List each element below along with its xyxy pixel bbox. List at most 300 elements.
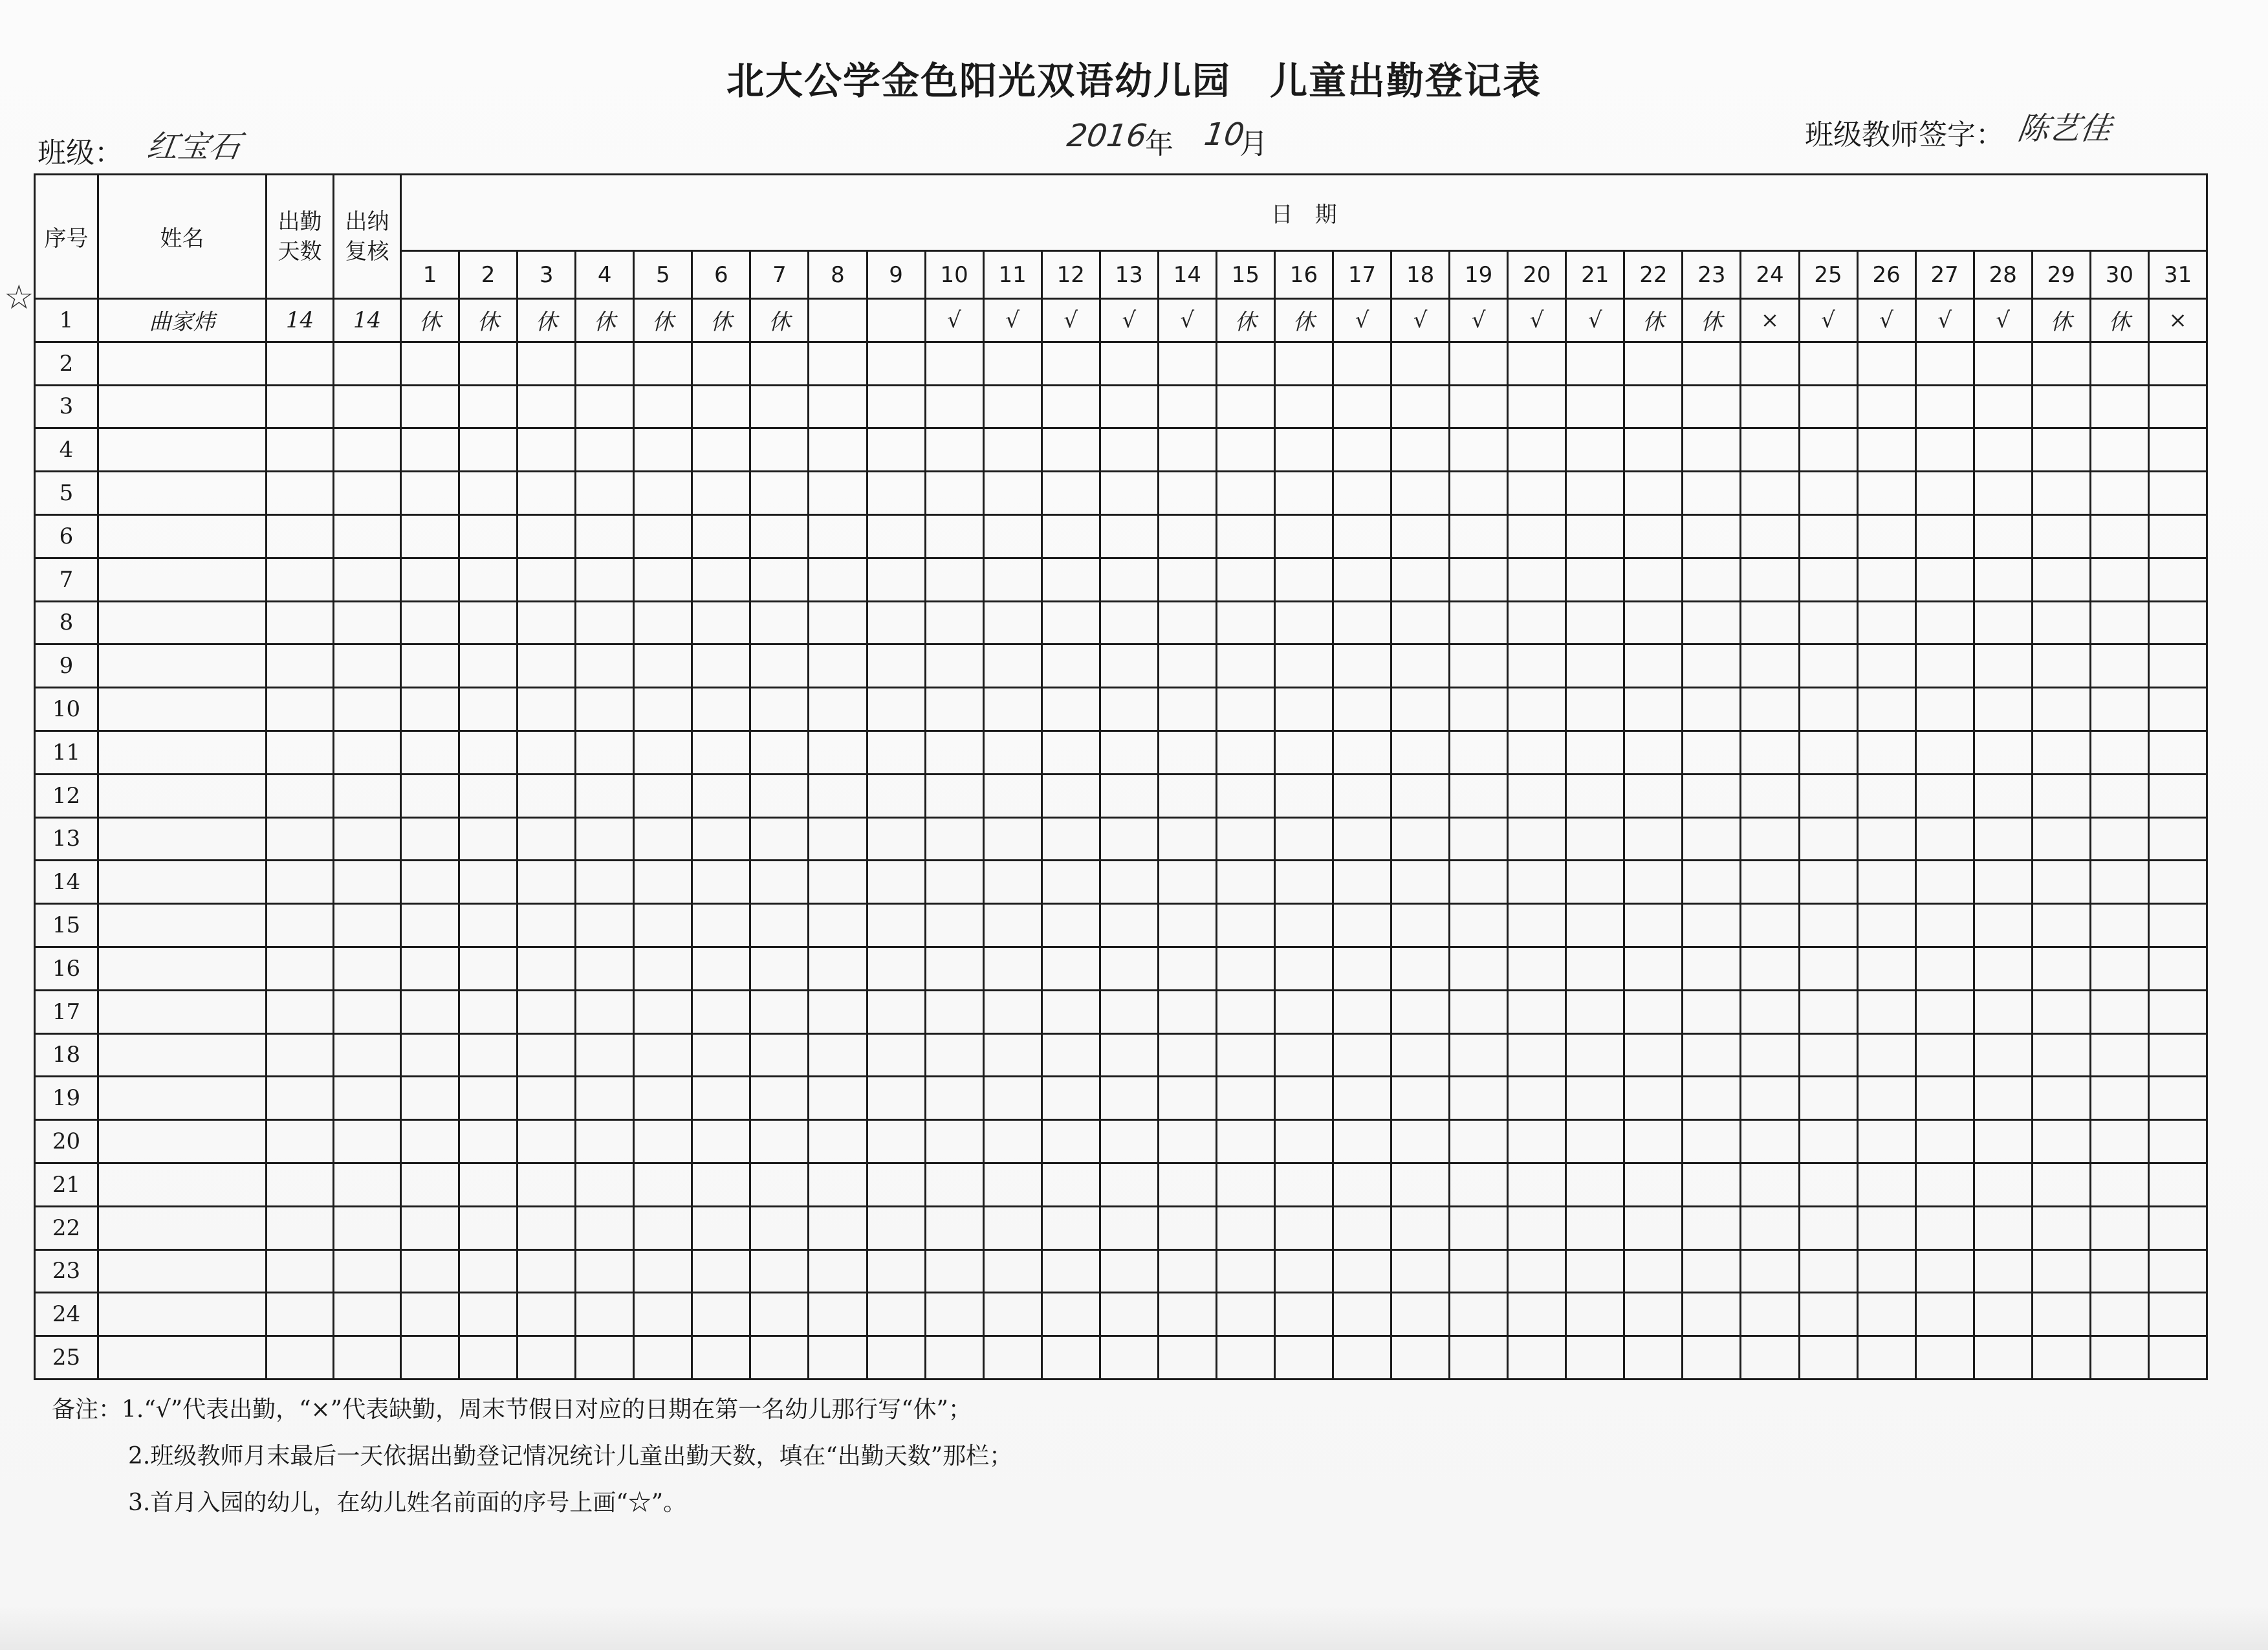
day-mark-cell[interactable] <box>1857 904 1915 947</box>
day-mark-cell[interactable] <box>2148 385 2207 428</box>
day-mark-cell[interactable] <box>1041 428 1100 472</box>
review-cell[interactable] <box>334 558 401 601</box>
day-mark-cell[interactable] <box>1915 1033 1974 1077</box>
day-mark-cell[interactable] <box>1857 774 1915 817</box>
day-mark-cell[interactable] <box>1333 731 1391 774</box>
day-mark-cell[interactable] <box>459 1033 518 1077</box>
day-mark-cell[interactable] <box>1624 1293 1683 1336</box>
day-mark-cell[interactable] <box>1274 1293 1333 1336</box>
day-mark-cell[interactable] <box>1624 644 1683 688</box>
day-mark-cell[interactable] <box>1333 1077 1391 1120</box>
day-mark-cell[interactable] <box>1974 817 2032 861</box>
day-mark-cell[interactable]: 休 <box>750 299 809 342</box>
day-mark-cell[interactable] <box>1158 342 1216 385</box>
day-mark-cell[interactable] <box>809 428 867 472</box>
day-mark-cell[interactable] <box>2148 472 2207 515</box>
day-mark-cell[interactable] <box>1100 428 1158 472</box>
day-mark-cell[interactable] <box>1508 990 1566 1033</box>
day-mark-cell[interactable] <box>1915 1163 1974 1206</box>
day-mark-cell[interactable] <box>459 1163 518 1206</box>
day-mark-cell[interactable] <box>1450 385 1508 428</box>
day-mark-cell[interactable] <box>809 731 867 774</box>
day-mark-cell[interactable] <box>1216 1206 1274 1249</box>
day-mark-cell[interactable] <box>692 514 750 558</box>
day-mark-cell[interactable] <box>750 1120 809 1163</box>
day-mark-cell[interactable] <box>983 1336 1041 1380</box>
day-mark-cell[interactable] <box>459 817 518 861</box>
day-mark-cell[interactable] <box>2148 947 2207 990</box>
day-mark-cell[interactable] <box>1274 990 1333 1033</box>
day-mark-cell[interactable] <box>983 342 1041 385</box>
day-mark-cell[interactable] <box>1041 731 1100 774</box>
day-mark-cell[interactable] <box>867 1033 925 1077</box>
attendance-days-cell[interactable] <box>267 1077 334 1120</box>
day-mark-cell[interactable] <box>1566 1336 1624 1380</box>
attendance-days-cell[interactable] <box>267 861 334 904</box>
day-mark-cell[interactable] <box>1158 904 1216 947</box>
day-mark-cell[interactable] <box>1274 1336 1333 1380</box>
day-mark-cell[interactable] <box>2032 1249 2090 1293</box>
day-mark-cell[interactable] <box>518 731 576 774</box>
day-mark-cell[interactable] <box>1450 947 1508 990</box>
day-mark-cell[interactable] <box>1566 990 1624 1033</box>
day-mark-cell[interactable] <box>983 1293 1041 1336</box>
day-mark-cell[interactable] <box>2090 817 2148 861</box>
attendance-days-cell[interactable] <box>267 601 334 644</box>
day-mark-cell[interactable] <box>1741 1163 1799 1206</box>
day-mark-cell[interactable] <box>1974 385 2032 428</box>
day-mark-cell[interactable] <box>401 385 459 428</box>
attendance-days-cell[interactable] <box>267 1336 334 1380</box>
day-mark-cell[interactable] <box>983 861 1041 904</box>
day-mark-cell[interactable] <box>692 904 750 947</box>
day-mark-cell[interactable] <box>1450 688 1508 731</box>
day-mark-cell[interactable] <box>1100 342 1158 385</box>
review-cell[interactable] <box>334 904 401 947</box>
day-mark-cell[interactable] <box>1158 601 1216 644</box>
attendance-days-cell[interactable] <box>267 514 334 558</box>
day-mark-cell[interactable] <box>1216 514 1274 558</box>
day-mark-cell[interactable] <box>983 1077 1041 1120</box>
day-mark-cell[interactable] <box>2032 644 2090 688</box>
day-mark-cell[interactable] <box>1100 1336 1158 1380</box>
day-mark-cell[interactable] <box>634 385 692 428</box>
day-mark-cell[interactable] <box>925 1120 983 1163</box>
day-mark-cell[interactable] <box>1915 514 1974 558</box>
day-mark-cell[interactable] <box>1857 1293 1915 1336</box>
day-mark-cell[interactable] <box>518 1336 576 1380</box>
day-mark-cell[interactable] <box>401 774 459 817</box>
day-mark-cell[interactable] <box>1741 688 1799 731</box>
day-mark-cell[interactable] <box>1216 861 1274 904</box>
day-mark-cell[interactable] <box>1741 514 1799 558</box>
day-mark-cell[interactable] <box>518 342 576 385</box>
day-mark-cell[interactable] <box>401 472 459 515</box>
day-mark-cell[interactable] <box>2148 774 2207 817</box>
day-mark-cell[interactable] <box>2148 601 2207 644</box>
child-name-cell[interactable] <box>98 342 267 385</box>
day-mark-cell[interactable] <box>1857 861 1915 904</box>
day-mark-cell[interactable]: 休 <box>2090 299 2148 342</box>
day-mark-cell[interactable] <box>1799 731 1857 774</box>
day-mark-cell[interactable] <box>1158 1336 1216 1380</box>
review-cell[interactable] <box>334 1293 401 1336</box>
day-mark-cell[interactable] <box>867 558 925 601</box>
day-mark-cell[interactable] <box>1333 428 1391 472</box>
day-mark-cell[interactable] <box>2032 817 2090 861</box>
day-mark-cell[interactable] <box>867 385 925 428</box>
day-mark-cell[interactable] <box>2032 990 2090 1033</box>
day-mark-cell[interactable] <box>867 861 925 904</box>
day-mark-cell[interactable] <box>692 947 750 990</box>
day-mark-cell[interactable] <box>2032 861 2090 904</box>
day-mark-cell[interactable] <box>518 1206 576 1249</box>
day-mark-cell[interactable] <box>1741 731 1799 774</box>
day-mark-cell[interactable] <box>2090 904 2148 947</box>
day-mark-cell[interactable] <box>1799 990 1857 1033</box>
attendance-days-cell[interactable] <box>267 904 334 947</box>
day-mark-cell[interactable] <box>518 990 576 1033</box>
day-mark-cell[interactable] <box>1450 428 1508 472</box>
child-name-cell[interactable] <box>98 1077 267 1120</box>
day-mark-cell[interactable] <box>576 861 634 904</box>
day-mark-cell[interactable] <box>1100 644 1158 688</box>
day-mark-cell[interactable] <box>2090 385 2148 428</box>
attendance-days-cell[interactable] <box>267 947 334 990</box>
day-mark-cell[interactable] <box>1041 472 1100 515</box>
day-mark-cell[interactable] <box>1158 428 1216 472</box>
day-mark-cell[interactable] <box>518 1033 576 1077</box>
day-mark-cell[interactable] <box>1741 1206 1799 1249</box>
day-mark-cell[interactable] <box>1683 1163 1741 1206</box>
day-mark-cell[interactable] <box>1624 731 1683 774</box>
day-mark-cell[interactable] <box>867 342 925 385</box>
day-mark-cell[interactable] <box>809 817 867 861</box>
day-mark-cell[interactable] <box>2032 472 2090 515</box>
child-name-cell[interactable] <box>98 774 267 817</box>
day-mark-cell[interactable] <box>2148 514 2207 558</box>
day-mark-cell[interactable] <box>2032 1033 2090 1077</box>
day-mark-cell[interactable] <box>2090 1293 2148 1336</box>
day-mark-cell[interactable] <box>518 861 576 904</box>
day-mark-cell[interactable] <box>518 774 576 817</box>
day-mark-cell[interactable] <box>1100 601 1158 644</box>
day-mark-cell[interactable]: √ <box>1857 299 1915 342</box>
day-mark-cell[interactable] <box>1566 817 1624 861</box>
day-mark-cell[interactable] <box>1158 1120 1216 1163</box>
day-mark-cell[interactable] <box>1450 990 1508 1033</box>
day-mark-cell[interactable] <box>576 514 634 558</box>
day-mark-cell[interactable] <box>1974 1077 2032 1120</box>
day-mark-cell[interactable] <box>1391 1206 1450 1249</box>
day-mark-cell[interactable] <box>1566 385 1624 428</box>
day-mark-cell[interactable] <box>1915 644 1974 688</box>
day-mark-cell[interactable] <box>1158 1077 1216 1120</box>
day-mark-cell[interactable] <box>459 1336 518 1380</box>
day-mark-cell[interactable] <box>459 428 518 472</box>
child-name-cell[interactable] <box>98 1206 267 1249</box>
day-mark-cell[interactable] <box>1974 904 2032 947</box>
day-mark-cell[interactable] <box>1566 731 1624 774</box>
day-mark-cell[interactable] <box>1333 342 1391 385</box>
child-name-cell[interactable] <box>98 644 267 688</box>
day-mark-cell[interactable] <box>2148 1293 2207 1336</box>
day-mark-cell[interactable] <box>925 817 983 861</box>
day-mark-cell[interactable] <box>809 299 867 342</box>
day-mark-cell[interactable] <box>1041 342 1100 385</box>
day-mark-cell[interactable] <box>983 1206 1041 1249</box>
day-mark-cell[interactable] <box>1274 558 1333 601</box>
day-mark-cell[interactable] <box>1741 990 1799 1033</box>
day-mark-cell[interactable] <box>401 731 459 774</box>
day-mark-cell[interactable] <box>1041 990 1100 1033</box>
day-mark-cell[interactable] <box>867 1293 925 1336</box>
day-mark-cell[interactable] <box>1391 947 1450 990</box>
attendance-days-cell[interactable] <box>267 688 334 731</box>
day-mark-cell[interactable] <box>1741 385 1799 428</box>
day-mark-cell[interactable] <box>518 947 576 990</box>
day-mark-cell[interactable] <box>1974 1033 2032 1077</box>
day-mark-cell[interactable]: √ <box>1974 299 2032 342</box>
day-mark-cell[interactable] <box>1450 861 1508 904</box>
day-mark-cell[interactable] <box>634 1336 692 1380</box>
day-mark-cell[interactable] <box>1624 904 1683 947</box>
day-mark-cell[interactable] <box>1974 342 2032 385</box>
day-mark-cell[interactable] <box>2148 904 2207 947</box>
day-mark-cell[interactable] <box>1915 774 1974 817</box>
day-mark-cell[interactable] <box>1799 1163 1857 1206</box>
day-mark-cell[interactable] <box>1508 342 1566 385</box>
day-mark-cell[interactable] <box>750 342 809 385</box>
day-mark-cell[interactable] <box>925 904 983 947</box>
day-mark-cell[interactable]: × <box>1741 299 1799 342</box>
day-mark-cell[interactable] <box>1333 1249 1391 1293</box>
day-mark-cell[interactable] <box>1158 1293 1216 1336</box>
day-mark-cell[interactable] <box>1566 1163 1624 1206</box>
day-mark-cell[interactable] <box>2032 688 2090 731</box>
day-mark-cell[interactable] <box>401 817 459 861</box>
attendance-days-cell[interactable] <box>267 385 334 428</box>
day-mark-cell[interactable] <box>692 1249 750 1293</box>
day-mark-cell[interactable] <box>401 428 459 472</box>
day-mark-cell[interactable] <box>2032 947 2090 990</box>
day-mark-cell[interactable] <box>1158 688 1216 731</box>
day-mark-cell[interactable] <box>2090 1163 2148 1206</box>
day-mark-cell[interactable] <box>1915 601 1974 644</box>
day-mark-cell[interactable] <box>750 644 809 688</box>
day-mark-cell[interactable] <box>1974 947 2032 990</box>
review-cell[interactable] <box>334 472 401 515</box>
day-mark-cell[interactable] <box>1741 342 1799 385</box>
day-mark-cell[interactable] <box>401 904 459 947</box>
day-mark-cell[interactable] <box>1216 731 1274 774</box>
day-mark-cell[interactable] <box>1274 342 1333 385</box>
day-mark-cell[interactable] <box>1974 774 2032 817</box>
day-mark-cell[interactable] <box>1741 1033 1799 1077</box>
day-mark-cell[interactable] <box>750 558 809 601</box>
day-mark-cell[interactable] <box>1857 1033 1915 1077</box>
day-mark-cell[interactable] <box>576 1249 634 1293</box>
child-name-cell[interactable] <box>98 731 267 774</box>
day-mark-cell[interactable]: 休 <box>692 299 750 342</box>
review-cell[interactable] <box>334 1249 401 1293</box>
day-mark-cell[interactable] <box>518 428 576 472</box>
day-mark-cell[interactable] <box>459 1206 518 1249</box>
day-mark-cell[interactable] <box>1333 385 1391 428</box>
review-cell[interactable] <box>334 947 401 990</box>
day-mark-cell[interactable] <box>983 817 1041 861</box>
day-mark-cell[interactable] <box>1391 731 1450 774</box>
day-mark-cell[interactable] <box>459 342 518 385</box>
day-mark-cell[interactable] <box>983 385 1041 428</box>
day-mark-cell[interactable] <box>634 904 692 947</box>
day-mark-cell[interactable]: 休 <box>1624 299 1683 342</box>
day-mark-cell[interactable] <box>1391 1336 1450 1380</box>
day-mark-cell[interactable] <box>1683 688 1741 731</box>
day-mark-cell[interactable] <box>1450 1206 1508 1249</box>
day-mark-cell[interactable] <box>2090 774 2148 817</box>
day-mark-cell[interactable] <box>1333 514 1391 558</box>
day-mark-cell[interactable] <box>2148 817 2207 861</box>
day-mark-cell[interactable] <box>1857 428 1915 472</box>
day-mark-cell[interactable] <box>1683 1120 1741 1163</box>
day-mark-cell[interactable] <box>576 342 634 385</box>
day-mark-cell[interactable] <box>1857 1163 1915 1206</box>
day-mark-cell[interactable]: √ <box>1508 299 1566 342</box>
day-mark-cell[interactable] <box>401 947 459 990</box>
day-mark-cell[interactable] <box>1508 428 1566 472</box>
day-mark-cell[interactable] <box>1158 1206 1216 1249</box>
day-mark-cell[interactable] <box>1566 472 1624 515</box>
day-mark-cell[interactable] <box>983 947 1041 990</box>
attendance-days-cell[interactable] <box>267 1206 334 1249</box>
day-mark-cell[interactable] <box>401 1163 459 1206</box>
review-cell[interactable] <box>334 342 401 385</box>
day-mark-cell[interactable] <box>518 904 576 947</box>
day-mark-cell[interactable] <box>1915 817 1974 861</box>
day-mark-cell[interactable] <box>1041 601 1100 644</box>
day-mark-cell[interactable] <box>518 514 576 558</box>
day-mark-cell[interactable] <box>1333 688 1391 731</box>
day-mark-cell[interactable] <box>576 1336 634 1380</box>
day-mark-cell[interactable] <box>401 688 459 731</box>
attendance-days-cell[interactable] <box>267 342 334 385</box>
day-mark-cell[interactable] <box>1683 342 1741 385</box>
day-mark-cell[interactable] <box>1683 731 1741 774</box>
day-mark-cell[interactable] <box>1158 774 1216 817</box>
day-mark-cell[interactable] <box>2032 904 2090 947</box>
day-mark-cell[interactable] <box>1100 731 1158 774</box>
day-mark-cell[interactable] <box>809 1249 867 1293</box>
day-mark-cell[interactable] <box>1799 774 1857 817</box>
day-mark-cell[interactable] <box>2032 774 2090 817</box>
day-mark-cell[interactable] <box>1041 1249 1100 1293</box>
day-mark-cell[interactable] <box>1683 644 1741 688</box>
day-mark-cell[interactable] <box>1508 558 1566 601</box>
day-mark-cell[interactable] <box>2090 947 2148 990</box>
day-mark-cell[interactable] <box>1683 774 1741 817</box>
day-mark-cell[interactable] <box>1624 472 1683 515</box>
day-mark-cell[interactable] <box>1100 817 1158 861</box>
day-mark-cell[interactable] <box>1974 990 2032 1033</box>
day-mark-cell[interactable] <box>983 688 1041 731</box>
day-mark-cell[interactable] <box>401 1293 459 1336</box>
day-mark-cell[interactable] <box>1100 1077 1158 1120</box>
day-mark-cell[interactable] <box>692 558 750 601</box>
day-mark-cell[interactable] <box>1508 1120 1566 1163</box>
child-name-cell[interactable] <box>98 1293 267 1336</box>
day-mark-cell[interactable] <box>576 601 634 644</box>
day-mark-cell[interactable] <box>1216 688 1274 731</box>
day-mark-cell[interactable] <box>867 1206 925 1249</box>
day-mark-cell[interactable] <box>634 1293 692 1336</box>
day-mark-cell[interactable] <box>1333 817 1391 861</box>
day-mark-cell[interactable] <box>809 947 867 990</box>
day-mark-cell[interactable] <box>1391 472 1450 515</box>
day-mark-cell[interactable] <box>459 601 518 644</box>
attendance-days-cell[interactable] <box>267 1163 334 1206</box>
day-mark-cell[interactable] <box>1915 428 1974 472</box>
day-mark-cell[interactable] <box>1857 1077 1915 1120</box>
day-mark-cell[interactable] <box>1915 1206 1974 1249</box>
day-mark-cell[interactable] <box>2148 644 2207 688</box>
day-mark-cell[interactable] <box>809 1077 867 1120</box>
day-mark-cell[interactable] <box>1974 644 2032 688</box>
attendance-days-cell[interactable] <box>267 428 334 472</box>
day-mark-cell[interactable] <box>809 1336 867 1380</box>
day-mark-cell[interactable] <box>2090 428 2148 472</box>
day-mark-cell[interactable] <box>1799 1206 1857 1249</box>
day-mark-cell[interactable] <box>925 1336 983 1380</box>
day-mark-cell[interactable] <box>459 472 518 515</box>
day-mark-cell[interactable] <box>1566 861 1624 904</box>
day-mark-cell[interactable] <box>1974 1120 2032 1163</box>
day-mark-cell[interactable] <box>750 904 809 947</box>
day-mark-cell[interactable]: √ <box>1450 299 1508 342</box>
day-mark-cell[interactable] <box>1041 1077 1100 1120</box>
day-mark-cell[interactable] <box>2090 514 2148 558</box>
day-mark-cell[interactable] <box>1624 342 1683 385</box>
day-mark-cell[interactable] <box>1391 385 1450 428</box>
day-mark-cell[interactable] <box>634 861 692 904</box>
day-mark-cell[interactable] <box>692 990 750 1033</box>
day-mark-cell[interactable] <box>867 731 925 774</box>
child-name-cell[interactable] <box>98 688 267 731</box>
day-mark-cell[interactable] <box>983 990 1041 1033</box>
day-mark-cell[interactable] <box>1566 601 1624 644</box>
day-mark-cell[interactable] <box>1450 1120 1508 1163</box>
day-mark-cell[interactable] <box>1624 1033 1683 1077</box>
day-mark-cell[interactable] <box>2148 1077 2207 1120</box>
day-mark-cell[interactable] <box>1915 1293 1974 1336</box>
day-mark-cell[interactable] <box>1741 1120 1799 1163</box>
day-mark-cell[interactable] <box>692 817 750 861</box>
day-mark-cell[interactable] <box>1799 947 1857 990</box>
day-mark-cell[interactable] <box>634 558 692 601</box>
day-mark-cell[interactable] <box>401 342 459 385</box>
day-mark-cell[interactable] <box>1624 947 1683 990</box>
day-mark-cell[interactable] <box>1216 1163 1274 1206</box>
day-mark-cell[interactable] <box>1100 1293 1158 1336</box>
day-mark-cell[interactable] <box>1041 558 1100 601</box>
attendance-days-cell[interactable] <box>267 1120 334 1163</box>
day-mark-cell[interactable] <box>692 688 750 731</box>
day-mark-cell[interactable] <box>1216 1120 1274 1163</box>
day-mark-cell[interactable] <box>2032 1293 2090 1336</box>
day-mark-cell[interactable] <box>1974 1249 2032 1293</box>
day-mark-cell[interactable] <box>1100 514 1158 558</box>
day-mark-cell[interactable] <box>1566 1293 1624 1336</box>
